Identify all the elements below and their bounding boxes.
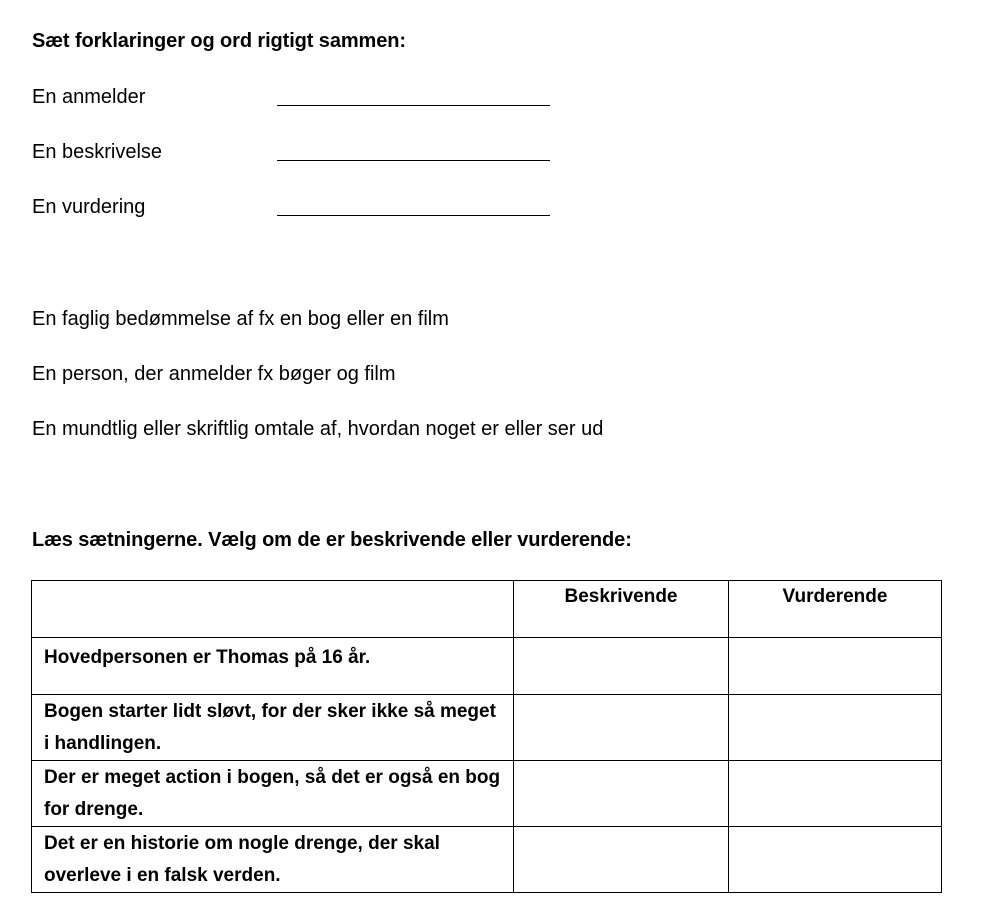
definition-3: En mundtlig eller skriftlig omtale af, hvordan noget er eller ser ud: [32, 418, 604, 440]
beskrivende-answer-cell[interactable]: [514, 695, 729, 761]
table-header-row: [32, 581, 942, 638]
beskrivende-answer-cell[interactable]: [514, 638, 729, 695]
beskrivende-answer-cell[interactable]: [514, 827, 729, 893]
sentence-cell: Hovedpersonen er Thomas på 16 år.: [32, 638, 514, 695]
classification-table: [31, 580, 942, 893]
answer-blank-1[interactable]: [277, 105, 550, 106]
header-beskrivende: Beskrivende: [514, 581, 729, 638]
term-anmelder: En anmelder: [32, 86, 146, 108]
vurderende-answer-cell[interactable]: [729, 695, 942, 761]
sentence-cell: Det er en historie om nogle drenge, der skal overleve i en falsk verden.: [32, 827, 514, 893]
header-empty-cell: [32, 581, 514, 638]
table-row: [32, 638, 942, 695]
definition-2: En person, der anmelder fx bøger og film: [32, 363, 396, 385]
vurderende-answer-cell[interactable]: [729, 827, 942, 893]
answer-blank-3[interactable]: [277, 215, 550, 216]
beskrivende-answer-cell[interactable]: [514, 761, 729, 827]
term-vurdering: En vurdering: [32, 196, 146, 218]
answer-blank-2[interactable]: [277, 160, 550, 161]
vurderende-answer-cell[interactable]: [729, 761, 942, 827]
exercise-1-heading: Sæt forklaringer og ord rigtigt sammen:: [32, 30, 406, 52]
table-row: [32, 695, 942, 761]
sentence-cell: Bogen starter lidt sløvt, for der sker ikke så meget i handlingen.: [32, 695, 514, 761]
table-row: [32, 827, 942, 893]
definition-1: En faglig bedømmelse af fx en bog eller en film: [32, 308, 449, 330]
vurderende-answer-cell[interactable]: [729, 638, 942, 695]
header-vurderende: Vurderende: [729, 581, 942, 638]
exercise-2-heading: Læs sætningerne. Vælg om de er beskrivende eller vurderende:: [32, 529, 632, 551]
term-beskrivelse: En beskrivelse: [32, 141, 163, 163]
table-row: [32, 761, 942, 827]
sentence-cell: Der er meget action i bogen, så det er også en bog for drenge.: [32, 761, 514, 827]
